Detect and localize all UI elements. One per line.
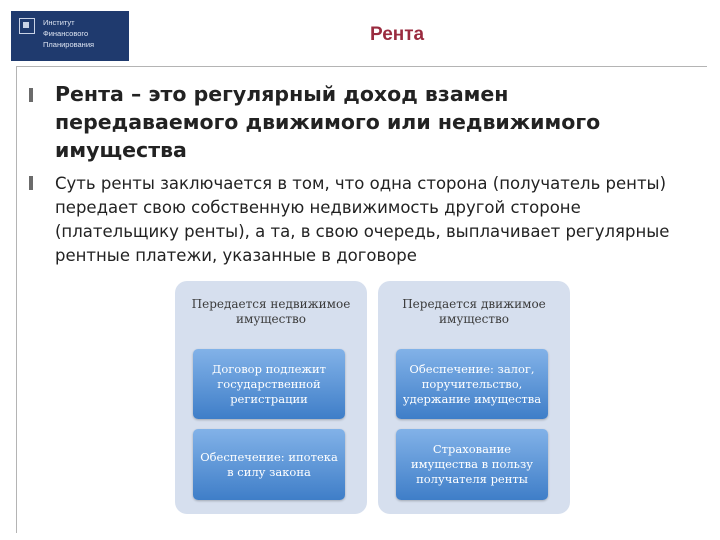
panel-heading: Передается недвижимое имущество <box>191 297 351 326</box>
logo-mark-icon <box>19 18 35 34</box>
diagram-box: Страхование имущества в пользу получателя ренты <box>396 429 548 500</box>
definition-text: Рента – это регулярный доход взамен передаваемого движимого или недвижимого имущества <box>55 82 601 162</box>
institute-logo <box>11 11 129 61</box>
panel-heading: Передается движимое имущество <box>402 297 546 326</box>
panel-movable-property <box>378 281 570 514</box>
logo-line: Институт <box>43 18 75 27</box>
panel-real-estate <box>175 281 367 514</box>
diagram-box: Обеспечение: ипотека в силу закона <box>193 429 345 500</box>
logo-text <box>43 17 94 50</box>
explanation-text: Суть ренты заключается в том, что одна сторона (получатель ренты) передает свою собственную недвижимость другой стороне (плательщику ренты), а та, в свою очередь, выплачивает регулярные рентные платежи, указанные в договоре <box>55 174 670 265</box>
logo-line: Планирования <box>43 40 95 49</box>
logo-line: Финансового <box>43 29 89 38</box>
bullet-marker <box>29 176 33 190</box>
diagram-box: Договор подлежит государственной регистрации <box>193 349 345 419</box>
bullet-marker <box>29 88 33 102</box>
slide-title: Рента <box>370 24 425 45</box>
diagram-box: Обеспечение: залог, поручительство, удержание имущества <box>396 349 548 419</box>
